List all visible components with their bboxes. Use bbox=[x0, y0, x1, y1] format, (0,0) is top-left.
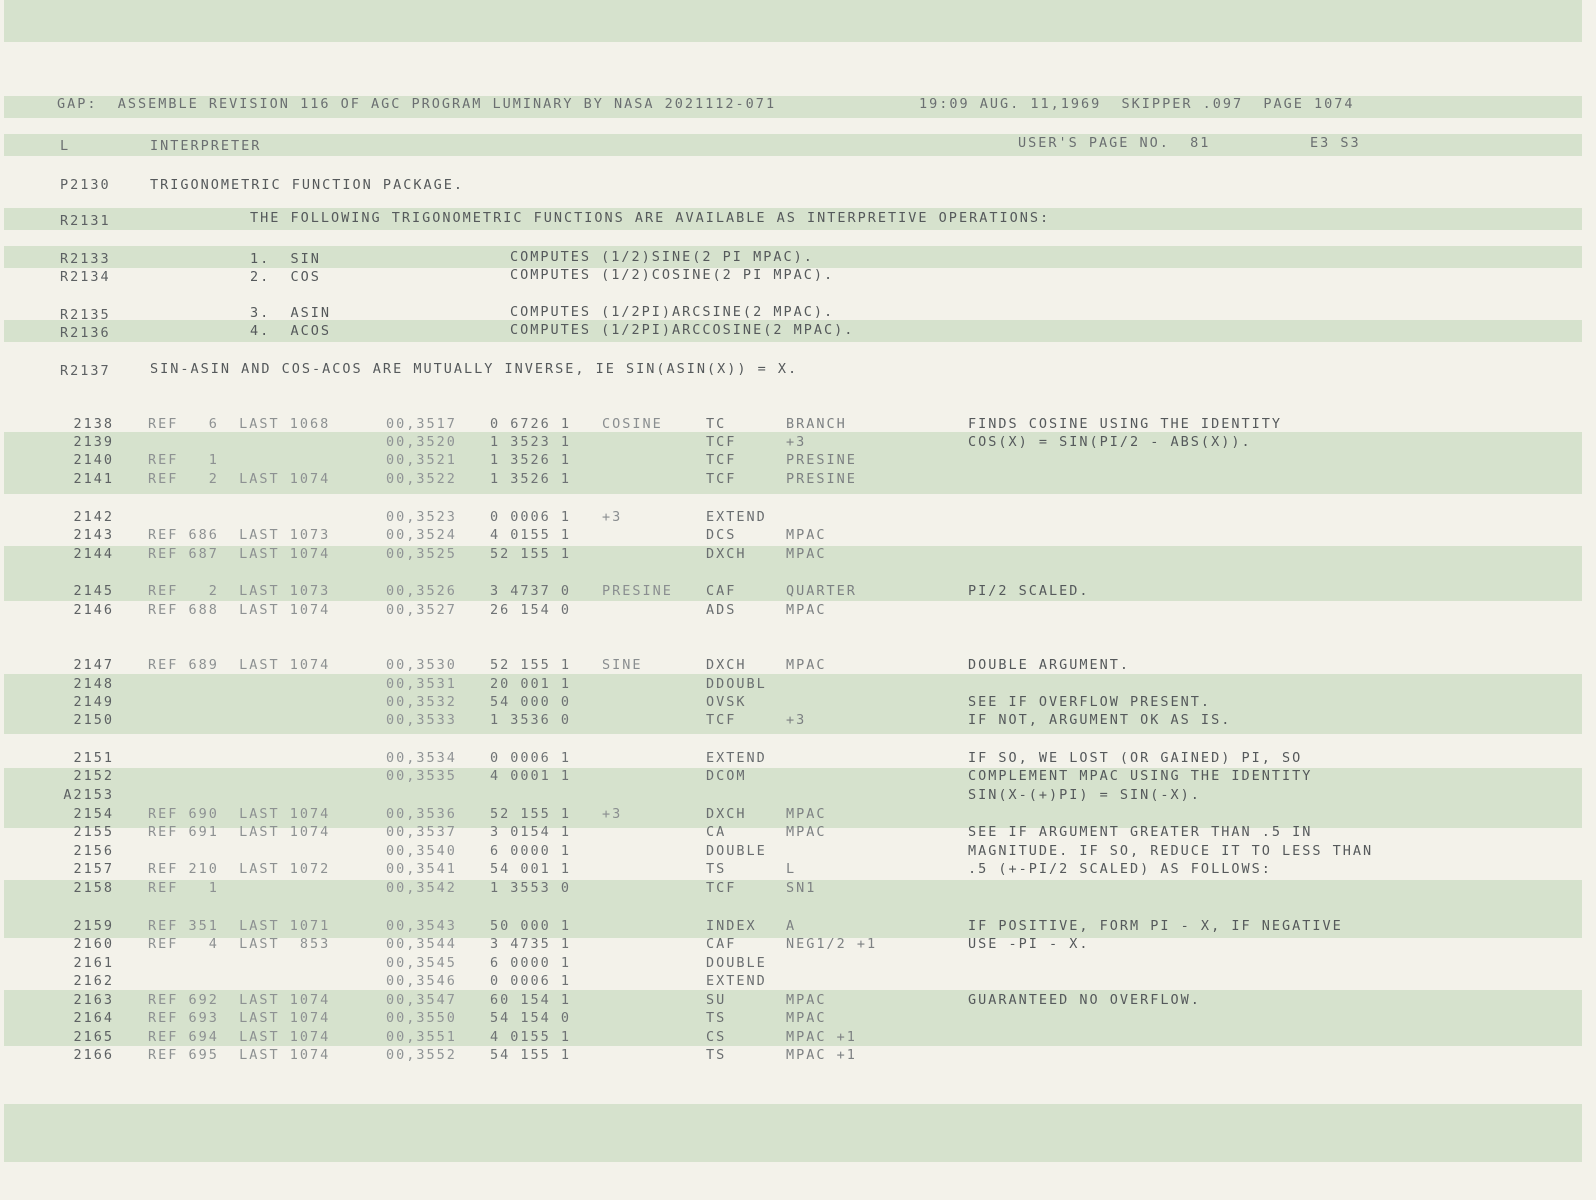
reference-count: REF 695 LAST 1074 bbox=[148, 1047, 331, 1063]
octal-word: 4 0155 1 bbox=[490, 1029, 572, 1045]
octal-word: 6 0000 1 bbox=[490, 955, 572, 971]
operand: +3 bbox=[786, 434, 807, 450]
operand: MPAC bbox=[786, 992, 827, 1008]
line-number: R2135 bbox=[60, 307, 111, 323]
line-number: 2147 bbox=[73, 657, 114, 673]
paper-band bbox=[4, 1104, 1582, 1162]
reference-count: REF 694 LAST 1074 bbox=[148, 1029, 331, 1045]
reference-count: REF 1 bbox=[148, 452, 219, 468]
opcode: TC bbox=[706, 416, 727, 432]
reference-count: REF 688 LAST 1074 bbox=[148, 602, 331, 618]
line-number: 2158 bbox=[73, 880, 114, 896]
reference-count: REF 1 bbox=[148, 880, 219, 896]
address: 00,3537 bbox=[386, 824, 457, 840]
opcode: SU bbox=[706, 992, 727, 1008]
comment-text: IF NOT, ARGUMENT OK AS IS. bbox=[968, 712, 1232, 728]
line-number: 2162 bbox=[73, 973, 114, 989]
line-number: 2144 bbox=[73, 546, 114, 562]
opcode: EXTEND bbox=[706, 509, 767, 525]
operand: MPAC +1 bbox=[786, 1029, 857, 1045]
opcode: DCS bbox=[706, 527, 737, 543]
remark-text: SIN-ASIN AND COS-ACOS ARE MUTUALLY INVERSE, IE SIN(ASIN(X)) = X. bbox=[150, 361, 799, 377]
remark-text: TRIGONOMETRIC FUNCTION PACKAGE. bbox=[150, 177, 464, 193]
remark-item: 2. COS bbox=[250, 269, 321, 285]
remark-text: COMPUTES (1/2PI)ARCCOSINE(2 MPAC). bbox=[510, 322, 855, 338]
address: 00,3524 bbox=[386, 527, 457, 543]
operand: PRESINE bbox=[786, 452, 857, 468]
line-number: 2159 bbox=[73, 918, 114, 934]
operand: L bbox=[786, 861, 797, 877]
comment-text: COS(X) = SIN(PI/2 - ABS(X)). bbox=[968, 434, 1252, 450]
address: 00,3552 bbox=[386, 1047, 457, 1063]
reference-count: REF 693 LAST 1074 bbox=[148, 1010, 331, 1026]
octal-word: 50 000 1 bbox=[490, 918, 572, 934]
opcode: OVSK bbox=[706, 694, 747, 710]
operand: A bbox=[786, 918, 797, 934]
octal-word: 4 0001 1 bbox=[490, 768, 572, 784]
octal-word: 4 0155 1 bbox=[490, 527, 572, 543]
opcode: TCF bbox=[706, 452, 737, 468]
listing-timestamp: 19:09 AUG. 11,1969 SKIPPER .097 PAGE 1074 bbox=[919, 96, 1355, 112]
octal-word: 0 0006 1 bbox=[490, 750, 572, 766]
operand: MPAC bbox=[786, 657, 827, 673]
octal-word: 0 0006 1 bbox=[490, 973, 572, 989]
octal-word: 54 000 0 bbox=[490, 694, 572, 710]
reference-count: REF 351 LAST 1071 bbox=[148, 918, 331, 934]
address: 00,3547 bbox=[386, 992, 457, 1008]
line-number: R2136 bbox=[60, 325, 111, 341]
address: 00,3520 bbox=[386, 434, 457, 450]
opcode: INDEX bbox=[706, 918, 757, 934]
octal-word: 1 3523 1 bbox=[490, 434, 572, 450]
comment-text: FINDS COSINE USING THE IDENTITY bbox=[968, 416, 1282, 432]
address: 00,3541 bbox=[386, 861, 457, 877]
operand: MPAC +1 bbox=[786, 1047, 857, 1063]
symbol-label: PRESINE bbox=[602, 583, 673, 599]
octal-word: 52 155 1 bbox=[490, 806, 572, 822]
octal-word: 6 0000 1 bbox=[490, 843, 572, 859]
operand: NEG1/2 +1 bbox=[786, 936, 878, 952]
line-number: R2137 bbox=[60, 363, 111, 379]
opcode: DOUBLE bbox=[706, 843, 767, 859]
line-number: 2160 bbox=[73, 936, 114, 952]
line-number: 2152 bbox=[73, 768, 114, 784]
line-number: R2134 bbox=[60, 269, 111, 285]
line-number: 2138 bbox=[73, 416, 114, 432]
symbol-label: +3 bbox=[602, 509, 623, 525]
address: 00,3527 bbox=[386, 602, 457, 618]
opcode: TS bbox=[706, 1047, 727, 1063]
octal-word: 0 6726 1 bbox=[490, 416, 572, 432]
opcode: DXCH bbox=[706, 657, 747, 673]
symbol-label: COSINE bbox=[602, 416, 663, 432]
comment-text: MAGNITUDE. IF SO, REDUCE IT TO LESS THAN bbox=[968, 843, 1374, 859]
opcode: TCF bbox=[706, 880, 737, 896]
address: 00,3533 bbox=[386, 712, 457, 728]
reference-count: REF 687 LAST 1074 bbox=[148, 546, 331, 562]
address: 00,3546 bbox=[386, 973, 457, 989]
address: 00,3540 bbox=[386, 843, 457, 859]
address: 00,3535 bbox=[386, 768, 457, 784]
remark-item: 3. ASIN bbox=[250, 305, 332, 321]
opcode: CAF bbox=[706, 936, 737, 952]
reference-count: REF 2 LAST 1073 bbox=[148, 583, 331, 599]
octal-word: 1 3526 1 bbox=[490, 471, 572, 487]
operand: BRANCH bbox=[786, 416, 847, 432]
opcode: DCOM bbox=[706, 768, 747, 784]
address: 00,3550 bbox=[386, 1010, 457, 1026]
address: 00,3521 bbox=[386, 452, 457, 468]
comment-text: IF SO, WE LOST (OR GAINED) PI, SO bbox=[968, 750, 1303, 766]
operand: PRESINE bbox=[786, 471, 857, 487]
octal-word: 1 3526 1 bbox=[490, 452, 572, 468]
symbol-label: +3 bbox=[602, 806, 623, 822]
page-code: E3 S3 bbox=[1310, 135, 1361, 151]
octal-word: 20 001 1 bbox=[490, 676, 572, 692]
reference-count: REF 689 LAST 1074 bbox=[148, 657, 331, 673]
line-number: R2133 bbox=[60, 251, 111, 267]
remark-item: 4. ACOS bbox=[250, 323, 332, 339]
paper-band bbox=[4, 0, 1582, 42]
line-number: A2153 bbox=[63, 787, 114, 803]
opcode: TCF bbox=[706, 712, 737, 728]
operand: QUARTER bbox=[786, 583, 857, 599]
opcode: DDOUBL bbox=[706, 676, 767, 692]
line-number: 2163 bbox=[73, 992, 114, 1008]
octal-word: 1 3553 0 bbox=[490, 880, 572, 896]
line-number: 2154 bbox=[73, 806, 114, 822]
operand: MPAC bbox=[786, 546, 827, 562]
octal-word: 60 154 1 bbox=[490, 992, 572, 1008]
line-number: 2165 bbox=[73, 1029, 114, 1045]
operand: MPAC bbox=[786, 602, 827, 618]
address: 00,3545 bbox=[386, 955, 457, 971]
line-number: 2151 bbox=[73, 750, 114, 766]
address: 00,3531 bbox=[386, 676, 457, 692]
opcode: CS bbox=[706, 1029, 727, 1045]
reference-count: REF 692 LAST 1074 bbox=[148, 992, 331, 1008]
user-page-number: USER'S PAGE NO. 81 bbox=[1018, 135, 1211, 151]
opcode: EXTEND bbox=[706, 973, 767, 989]
reference-count: REF 2 LAST 1074 bbox=[148, 471, 331, 487]
operand: MPAC bbox=[786, 806, 827, 822]
remark-text: COMPUTES (1/2PI)ARCSINE(2 MPAC). bbox=[510, 304, 835, 320]
opcode: EXTEND bbox=[706, 750, 767, 766]
reference-count: REF 210 LAST 1072 bbox=[148, 861, 331, 877]
opcode: TS bbox=[706, 1010, 727, 1026]
remark-item: 1. SIN bbox=[250, 251, 321, 267]
reference-count: REF 691 LAST 1074 bbox=[148, 824, 331, 840]
opcode: TCF bbox=[706, 471, 737, 487]
line-number: 2161 bbox=[73, 955, 114, 971]
section-title: INTERPRETER bbox=[150, 138, 262, 154]
address: 00,3517 bbox=[386, 416, 457, 432]
line-number: 2155 bbox=[73, 824, 114, 840]
address: 00,3523 bbox=[386, 509, 457, 525]
line-number: 2140 bbox=[73, 452, 114, 468]
comment-text: IF POSITIVE, FORM PI - X, IF NEGATIVE bbox=[968, 918, 1343, 934]
address: 00,3534 bbox=[386, 750, 457, 766]
octal-word: 54 155 1 bbox=[490, 1047, 572, 1063]
opcode: DXCH bbox=[706, 806, 747, 822]
operand: MPAC bbox=[786, 527, 827, 543]
address: 00,3522 bbox=[386, 471, 457, 487]
opcode: TCF bbox=[706, 434, 737, 450]
octal-word: 3 4737 0 bbox=[490, 583, 572, 599]
operand: SN1 bbox=[786, 880, 817, 896]
line-number: 2148 bbox=[73, 676, 114, 692]
comment-text: SEE IF ARGUMENT GREATER THAN .5 IN bbox=[968, 824, 1313, 840]
reference-count: REF 4 LAST 853 bbox=[148, 936, 331, 952]
symbol-label: SINE bbox=[602, 657, 643, 673]
octal-word: 54 001 1 bbox=[490, 861, 572, 877]
line-number: 2157 bbox=[73, 861, 114, 877]
address: 00,3532 bbox=[386, 694, 457, 710]
address: 00,3542 bbox=[386, 880, 457, 896]
line-number: R2131 bbox=[60, 213, 111, 229]
opcode: TS bbox=[706, 861, 727, 877]
address: 00,3551 bbox=[386, 1029, 457, 1045]
octal-word: 54 154 0 bbox=[490, 1010, 572, 1026]
octal-word: 1 3536 0 bbox=[490, 712, 572, 728]
opcode: CAF bbox=[706, 583, 737, 599]
opcode: CA bbox=[706, 824, 727, 840]
line-number: 2146 bbox=[73, 602, 114, 618]
line-number: 2139 bbox=[73, 434, 114, 450]
section-letter: L bbox=[60, 138, 71, 154]
line-number: P2130 bbox=[60, 177, 111, 193]
comment-text: .5 (+-PI/2 SCALED) AS FOLLOWS: bbox=[968, 861, 1272, 877]
reference-count: REF 6 LAST 1068 bbox=[148, 416, 331, 432]
opcode: DXCH bbox=[706, 546, 747, 562]
line-number: 2149 bbox=[73, 694, 114, 710]
comment-text: DOUBLE ARGUMENT. bbox=[968, 657, 1131, 673]
address: 00,3544 bbox=[386, 936, 457, 952]
remark-text: THE FOLLOWING TRIGONOMETRIC FUNCTIONS ARE AVAILABLE AS INTERPRETIVE OPERATIONS: bbox=[250, 210, 1051, 226]
comment-text: PI/2 SCALED. bbox=[968, 583, 1090, 599]
comment-text: GUARANTEED NO OVERFLOW. bbox=[968, 992, 1201, 1008]
opcode: ADS bbox=[706, 602, 737, 618]
line-number: 2156 bbox=[73, 843, 114, 859]
remark-text: COMPUTES (1/2)COSINE(2 PI MPAC). bbox=[510, 267, 835, 283]
operand: +3 bbox=[786, 712, 807, 728]
line-number: 2141 bbox=[73, 471, 114, 487]
line-number: 2143 bbox=[73, 527, 114, 543]
operand: MPAC bbox=[786, 824, 827, 840]
comment-text: SEE IF OVERFLOW PRESENT. bbox=[968, 694, 1212, 710]
operand: MPAC bbox=[786, 1010, 827, 1026]
line-number: 2145 bbox=[73, 583, 114, 599]
octal-word: 3 4735 1 bbox=[490, 936, 572, 952]
line-number: 2150 bbox=[73, 712, 114, 728]
comment-text: SIN(X-(+)PI) = SIN(-X). bbox=[968, 787, 1201, 803]
octal-word: 26 154 0 bbox=[490, 602, 572, 618]
octal-word: 0 0006 1 bbox=[490, 509, 572, 525]
reference-count: REF 690 LAST 1074 bbox=[148, 806, 331, 822]
opcode: DOUBLE bbox=[706, 955, 767, 971]
line-number: 2164 bbox=[73, 1010, 114, 1026]
octal-word: 52 155 1 bbox=[490, 546, 572, 562]
line-number: 2142 bbox=[73, 509, 114, 525]
address: 00,3526 bbox=[386, 583, 457, 599]
reference-count: REF 686 LAST 1073 bbox=[148, 527, 331, 543]
octal-word: 3 0154 1 bbox=[490, 824, 572, 840]
address: 00,3536 bbox=[386, 806, 457, 822]
address: 00,3525 bbox=[386, 546, 457, 562]
comment-text: USE -PI - X. bbox=[968, 936, 1090, 952]
octal-word: 52 155 1 bbox=[490, 657, 572, 673]
remark-text: COMPUTES (1/2)SINE(2 PI MPAC). bbox=[510, 249, 814, 265]
listing-header: GAP: ASSEMBLE REVISION 116 OF AGC PROGRAM LUMINARY BY NASA 2021112-071 bbox=[57, 96, 777, 112]
address: 00,3530 bbox=[386, 657, 457, 673]
comment-text: COMPLEMENT MPAC USING THE IDENTITY bbox=[968, 768, 1313, 784]
address: 00,3543 bbox=[386, 918, 457, 934]
line-number: 2166 bbox=[73, 1047, 114, 1063]
